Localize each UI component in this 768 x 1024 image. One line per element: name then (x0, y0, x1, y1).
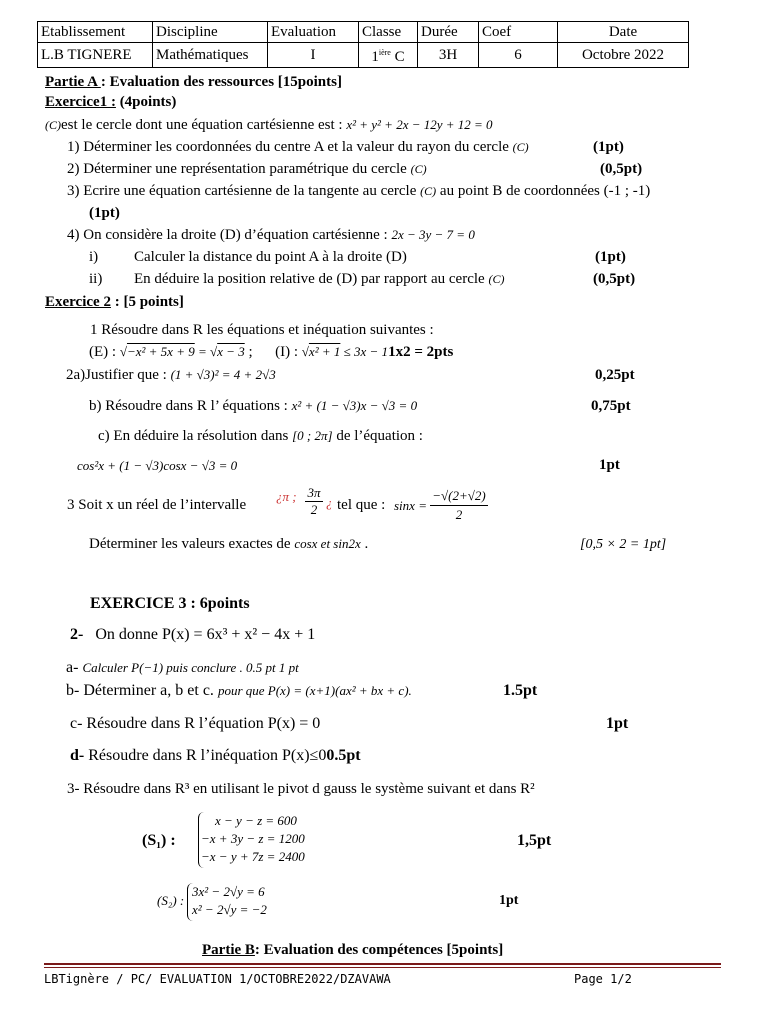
ex1-q2: 2) Déterminer une représentation paramétrique du cercle (C) (67, 161, 427, 177)
header-value: 3H (418, 43, 479, 68)
ex1-q1-points: (1pt) (593, 139, 624, 155)
footer-rule (44, 963, 721, 965)
ex2-q3-sin: sinx = (394, 498, 427, 513)
header-labels-row (38, 22, 689, 43)
ex2-q2c: c) En déduire la résolution dans [0 ; 2π] de l’équation : (98, 428, 423, 444)
header-value: I (268, 43, 359, 68)
ex2-q2b-points: 0,75pt (591, 398, 631, 414)
ex2-q3-determine: Déterminer les valeurs exactes de cosx et sin2x . (89, 536, 369, 552)
ex2-q1: 1 Résoudre dans R les équations et inéquation suivantes : (90, 322, 434, 338)
ex3-qc: c- Résoudre dans R l’équation P(x) = 0 (70, 715, 321, 732)
exercise2-title: Exercice 2 : [5 points] (45, 294, 184, 310)
ex1-q3-points: (1pt) (89, 205, 120, 221)
ex1-q4i-points: (1pt) (595, 249, 626, 265)
system-s1-points: 1,5pt (517, 832, 552, 849)
ex2-equations: (E) : √−x² + 5x + 9 = √x − 3 ; (I) : √x² + 1 ≤ 3x − 11x2 = 2pts (89, 344, 454, 360)
footer-page-number: Page 1/2 (574, 972, 632, 986)
part-a-title: Partie A : Evaluation des ressources [15points] (45, 74, 342, 90)
ex2-q2c-equation: cos²x + (1 − √3)cosx − √3 = 0 (77, 458, 238, 473)
system-s2-label: (S₂) : (157, 893, 185, 908)
header-label: Etablissement (38, 22, 153, 43)
ex3-q2: 2- On donne P(x) = 6x³ + x² − 4x + 1 (70, 626, 316, 643)
system-s2 (187, 883, 267, 921)
header-label: Discipline (153, 22, 268, 43)
header-value: 6 (479, 43, 558, 68)
footer-left: LBTignère / PC/ EVALUATION 1/OCTOBRE2022/DZAVAWA (44, 972, 391, 986)
exercise3-title: EXERCICE 3 : 6points (90, 595, 250, 612)
header-label: Classe (359, 22, 418, 43)
header-label: Coef (479, 22, 558, 43)
header-value: Mathématiques (153, 43, 268, 68)
ex3-qb: b- Déterminer a, b et c. pour que P(x) = (x+1)(ax² + bx + c). (66, 682, 412, 699)
part-b-title: Partie B: Evaluation des compétences [5points] (202, 942, 504, 958)
ex3-qd: d- Résoudre dans R l’inéquation P(x)≤00.5pt (70, 747, 361, 764)
exercise1-intro: (C)est le cercle dont une équation cartésienne est : x² + y² + 2x − 12y + 12 = 0 (45, 117, 493, 133)
ex2-q3-interval-end: ¿ (326, 495, 333, 510)
ex2-q2c-points: 1pt (599, 457, 620, 473)
ex1-q3: 3) Ecrire une équation cartésienne de la tangente au cercle (C) au point B de coordonnées (-1 ; -1) (67, 183, 651, 199)
ex1-q4ii-points: (0,5pt) (593, 271, 636, 287)
system-s2-eq: x² − 2√y = −2 (192, 902, 267, 917)
ex2-q3-interval: ¿π ; (276, 489, 297, 504)
header-value: $1^{ière}$ C (359, 43, 418, 68)
exercise1-title: Exercice1 : (4points) (45, 94, 177, 110)
system-s1-eq: x − y − z = 600 (215, 813, 297, 828)
ex2-q2a: 2a)Justifier que : (1 + √3)² = 4 + 2√3 (66, 367, 276, 383)
header-label: Evaluation (268, 22, 359, 43)
system-s2-eq: 3x² − 2√y = 6 (192, 884, 265, 899)
system-s1-label: (S₁) : (142, 832, 176, 849)
ex2-q3-sin-fraction: −√(2+√2) 2 (430, 487, 488, 524)
ex3-qc-points: 1pt (606, 715, 629, 732)
ex2-q3-fraction: 3π 2 (305, 485, 323, 518)
system-s1-eq: −x − y + 7z = 2400 (201, 849, 305, 864)
ex1-q4i: Calculer la distance du point A à la droite (D) (134, 249, 407, 265)
system-s2-points: 1pt (499, 893, 519, 908)
ex2-q2a-points: 0,25pt (595, 367, 635, 383)
ex1-q4i-number: i) (89, 249, 99, 265)
header-value: Octobre 2022 (558, 43, 689, 68)
ex2-q3-mid: tel que : (337, 497, 386, 513)
footer-rule (44, 967, 721, 968)
ex1-q1: 1) Déterminer les coordonnées du centre A et la valeur du rayon du cercle (C) (67, 139, 529, 155)
ex3-qb-points: 1.5pt (503, 682, 538, 699)
ex1-q4ii-number: ii) (89, 271, 103, 287)
ex3-q3: 3- Résoudre dans R³ en utilisant le pivot d gauss le système suivant et dans R² (67, 781, 535, 797)
ex2-q2b: b) Résoudre dans R l’ équations : x² + (1 − √3)x − √3 = 0 (89, 398, 418, 414)
ex2-q3-points: [0,5 × 2 = 1pt] (580, 537, 667, 552)
ex3-qa: a- Calculer P(−1) puis conclure . 0.5 pt 1 pt (66, 659, 299, 676)
ex1-q2-points: (0,5pt) (600, 161, 643, 177)
system-s1 (198, 812, 305, 868)
system-s1-eq: −x + 3y − z = 1200 (201, 831, 305, 846)
header-label: Durée (418, 22, 479, 43)
ex2-q3: 3 Soit x un réel de l’intervalle (67, 497, 247, 513)
ex1-q4ii: En déduire la position relative de (D) par rapport au cercle (C) (134, 271, 505, 287)
header-value: L.B TIGNERE (38, 43, 153, 68)
header-values-row (38, 43, 689, 68)
ex1-q4: 4) On considère la droite (D) d’équation cartésienne : 2x − 3y − 7 = 0 (67, 227, 475, 243)
header-table (37, 21, 689, 68)
header-label: Date (558, 22, 689, 43)
